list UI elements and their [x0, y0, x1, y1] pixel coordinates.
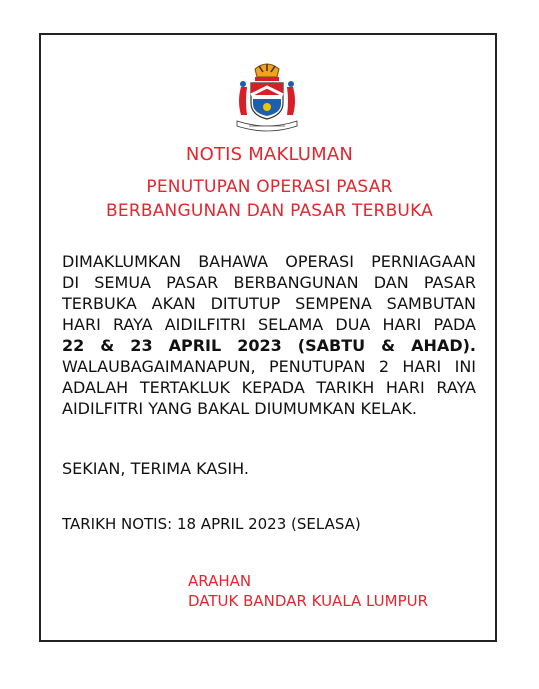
- signature-line-2: DATUK BANDAR KUALA LUMPUR: [188, 592, 429, 610]
- subheading-line-1: PENUTUPAN OPERASI PASAR: [146, 177, 393, 197]
- signature-block: [188, 571, 428, 611]
- closure-dates: 22 & 23 APRIL 2023 (SABTU & AHAD).: [62, 336, 476, 355]
- notice-heading: NOTIS MAKLUMAN: [185, 144, 354, 165]
- notice-body: [62, 251, 476, 419]
- body-line-3: TERBUKA AKAN DITUTUP SEMPENA SAMBUTAN: [62, 294, 476, 313]
- body-line-1: DIMAKLUMKAN BAHAWA OPERASI PERNIAGAAN: [62, 252, 476, 271]
- body-line-7: ADALAH TERTAKLUK KEPADA TARIKH HARI RAYA: [62, 378, 476, 397]
- kuala-lumpur-city-hall-crest-icon: [231, 57, 303, 134]
- subheading-line-2: BERBANGUNAN DAN PASAR TERBUKA: [106, 201, 433, 221]
- closing-line: SEKIAN, TERIMA KASIH.: [62, 459, 249, 478]
- body-line-6: WALAUBAGAIMANAPUN, PENUTUPAN 2 HARI INI: [62, 357, 476, 376]
- body-line-8: AIDILFITRI YANG BAKAL DIUMUMKAN KELAK.: [62, 399, 417, 418]
- signature-line-1: ARAHAN: [188, 572, 252, 590]
- body-line-4: HARI RAYA AIDILFITRI SELAMA DUA HARI PADA: [62, 315, 476, 334]
- notice-date: TARIKH NOTIS: 18 APRIL 2023 (SELASA): [62, 515, 361, 533]
- body-line-2: DI SEMUA PASAR BERBANGUNAN DAN PASAR: [62, 273, 476, 292]
